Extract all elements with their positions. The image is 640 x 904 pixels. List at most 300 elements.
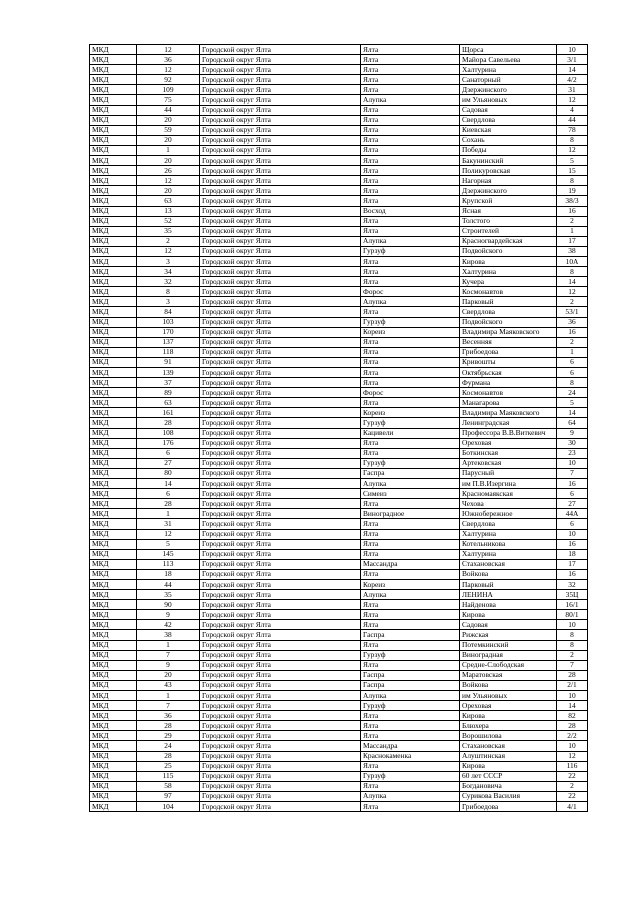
house-number-cell: 9 bbox=[557, 428, 588, 438]
house-number-cell: 10 bbox=[557, 620, 588, 630]
street-cell: Кирова bbox=[460, 256, 557, 266]
street-cell: Артековская bbox=[460, 458, 557, 468]
count-cell: 91 bbox=[137, 357, 200, 367]
count-cell: 137 bbox=[137, 337, 200, 347]
document-page bbox=[89, 44, 581, 812]
street-cell: Сохань bbox=[460, 135, 557, 145]
street-cell: Парковый bbox=[460, 579, 557, 589]
district-cell: Городской округ Ялта bbox=[200, 236, 361, 246]
count-cell: 20 bbox=[137, 156, 200, 166]
street-cell: Красномаякская bbox=[460, 489, 557, 499]
house-number-cell: 2/1 bbox=[557, 680, 588, 690]
house-number-cell: 10 bbox=[557, 45, 588, 55]
type-cell: МКД bbox=[90, 600, 137, 610]
district-cell: Городской округ Ялта bbox=[200, 388, 361, 398]
type-cell: МКД bbox=[90, 105, 137, 115]
type-cell: МКД bbox=[90, 267, 137, 277]
table-row bbox=[90, 307, 588, 317]
type-cell: МКД bbox=[90, 95, 137, 105]
district-cell: Городской округ Ялта bbox=[200, 378, 361, 388]
settlement-cell: Ялта bbox=[361, 65, 460, 75]
house-number-cell: 10А bbox=[557, 256, 588, 266]
table-row bbox=[90, 751, 588, 761]
house-number-cell: 10 bbox=[557, 691, 588, 701]
settlement-cell: Гурзуф bbox=[361, 458, 460, 468]
street-cell: Нагорная bbox=[460, 176, 557, 186]
table-row bbox=[90, 660, 588, 670]
district-cell: Городской округ Ялта bbox=[200, 569, 361, 579]
type-cell: МКД bbox=[90, 781, 137, 791]
district-cell: Городской округ Ялта bbox=[200, 267, 361, 277]
settlement-cell: Ялта bbox=[361, 731, 460, 741]
street-cell: Садовая bbox=[460, 620, 557, 630]
district-cell: Городской округ Ялта bbox=[200, 691, 361, 701]
settlement-cell: Форос bbox=[361, 388, 460, 398]
table-row bbox=[90, 448, 588, 458]
settlement-cell: Массандра bbox=[361, 741, 460, 751]
type-cell: МКД bbox=[90, 307, 137, 317]
count-cell: 3 bbox=[137, 297, 200, 307]
table-row bbox=[90, 600, 588, 610]
street-cell: Манагарова bbox=[460, 398, 557, 408]
type-cell: МКД bbox=[90, 660, 137, 670]
table-row bbox=[90, 549, 588, 559]
house-number-cell: 53/1 bbox=[557, 307, 588, 317]
street-cell: им Ульяновых bbox=[460, 95, 557, 105]
type-cell: МКД bbox=[90, 408, 137, 418]
table-row bbox=[90, 650, 588, 660]
table-row bbox=[90, 630, 588, 640]
house-number-cell: 35Ц bbox=[557, 590, 588, 600]
count-cell: 118 bbox=[137, 347, 200, 357]
house-number-cell: 3/1 bbox=[557, 55, 588, 65]
house-number-cell: 23 bbox=[557, 448, 588, 458]
street-cell: Крупской bbox=[460, 196, 557, 206]
type-cell: МКД bbox=[90, 357, 137, 367]
count-cell: 7 bbox=[137, 701, 200, 711]
table-row bbox=[90, 95, 588, 105]
district-cell: Городской округ Ялта bbox=[200, 448, 361, 458]
settlement-cell: Кацивели bbox=[361, 428, 460, 438]
settlement-cell: Ялта bbox=[361, 802, 460, 812]
district-cell: Городской округ Ялта bbox=[200, 287, 361, 297]
count-cell: 59 bbox=[137, 125, 200, 135]
settlement-cell: Ялта bbox=[361, 660, 460, 670]
house-number-cell: 12 bbox=[557, 751, 588, 761]
count-cell: 1 bbox=[137, 640, 200, 650]
count-cell: 28 bbox=[137, 499, 200, 509]
district-cell: Городской округ Ялта bbox=[200, 751, 361, 761]
count-cell: 3 bbox=[137, 256, 200, 266]
settlement-cell: Ялта bbox=[361, 277, 460, 287]
type-cell: МКД bbox=[90, 590, 137, 600]
street-cell: Свердлова bbox=[460, 307, 557, 317]
settlement-cell: Алупка bbox=[361, 297, 460, 307]
district-cell: Городской округ Ялта bbox=[200, 196, 361, 206]
street-cell: им П.В.Изергина bbox=[460, 479, 557, 489]
house-number-cell: 12 bbox=[557, 95, 588, 105]
table-row bbox=[90, 287, 588, 297]
type-cell: МКД bbox=[90, 317, 137, 327]
table-row bbox=[90, 458, 588, 468]
street-cell: Халтурина bbox=[460, 529, 557, 539]
table-row bbox=[90, 721, 588, 731]
type-cell: МКД bbox=[90, 771, 137, 781]
district-cell: Городской округ Ялта bbox=[200, 176, 361, 186]
house-number-cell: 4/2 bbox=[557, 75, 588, 85]
house-number-cell: 6 bbox=[557, 489, 588, 499]
house-number-cell: 2 bbox=[557, 781, 588, 791]
house-number-cell: 27 bbox=[557, 499, 588, 509]
table-row bbox=[90, 236, 588, 246]
count-cell: 63 bbox=[137, 398, 200, 408]
house-number-cell: 7 bbox=[557, 468, 588, 478]
street-cell: Ворошилова bbox=[460, 731, 557, 741]
type-cell: МКД bbox=[90, 368, 137, 378]
table-row bbox=[90, 206, 588, 216]
house-number-cell: 14 bbox=[557, 701, 588, 711]
street-cell: Майора Савельева bbox=[460, 55, 557, 65]
settlement-cell: Ялта bbox=[361, 267, 460, 277]
street-cell: Космонавтов bbox=[460, 388, 557, 398]
street-cell: Найденова bbox=[460, 600, 557, 610]
count-cell: 32 bbox=[137, 277, 200, 287]
type-cell: МКД bbox=[90, 731, 137, 741]
street-cell: Рижская bbox=[460, 630, 557, 640]
house-number-cell: 16 bbox=[557, 327, 588, 337]
table-row bbox=[90, 468, 588, 478]
count-cell: 12 bbox=[137, 246, 200, 256]
street-cell: Октябрьская bbox=[460, 368, 557, 378]
street-cell: Алуштинская bbox=[460, 751, 557, 761]
district-cell: Городской округ Ялта bbox=[200, 156, 361, 166]
table-row bbox=[90, 640, 588, 650]
settlement-cell: Гаспра bbox=[361, 468, 460, 478]
street-cell: Халтурина bbox=[460, 549, 557, 559]
house-number-cell: 14 bbox=[557, 408, 588, 418]
table-row bbox=[90, 569, 588, 579]
street-cell: Войкова bbox=[460, 569, 557, 579]
street-cell: Космонавтов bbox=[460, 287, 557, 297]
count-cell: 75 bbox=[137, 95, 200, 105]
district-cell: Городской округ Ялта bbox=[200, 791, 361, 801]
settlement-cell: Форос bbox=[361, 287, 460, 297]
settlement-cell: Алупка bbox=[361, 479, 460, 489]
count-cell: 9 bbox=[137, 660, 200, 670]
settlement-cell: Ялта bbox=[361, 761, 460, 771]
house-number-cell: 19 bbox=[557, 186, 588, 196]
district-cell: Городской округ Ялта bbox=[200, 337, 361, 347]
street-cell: Свердлова bbox=[460, 519, 557, 529]
type-cell: МКД bbox=[90, 246, 137, 256]
street-cell: им Ульяновых bbox=[460, 691, 557, 701]
count-cell: 43 bbox=[137, 680, 200, 690]
count-cell: 5 bbox=[137, 539, 200, 549]
type-cell: МКД bbox=[90, 85, 137, 95]
house-number-cell: 2 bbox=[557, 650, 588, 660]
house-number-cell: 6 bbox=[557, 519, 588, 529]
type-cell: МКД bbox=[90, 802, 137, 812]
type-cell: МКД bbox=[90, 539, 137, 549]
table-row bbox=[90, 479, 588, 489]
district-cell: Городской округ Ялта bbox=[200, 509, 361, 519]
house-number-cell: 78 bbox=[557, 125, 588, 135]
settlement-cell: Ялта bbox=[361, 398, 460, 408]
district-cell: Городской округ Ялта bbox=[200, 529, 361, 539]
house-number-cell: 38 bbox=[557, 246, 588, 256]
count-cell: 63 bbox=[137, 196, 200, 206]
table-row bbox=[90, 166, 588, 176]
table-row bbox=[90, 771, 588, 781]
settlement-cell: Алупка bbox=[361, 691, 460, 701]
housing-table bbox=[89, 44, 588, 812]
district-cell: Городской округ Ялта bbox=[200, 701, 361, 711]
street-cell: Маратовская bbox=[460, 670, 557, 680]
type-cell: МКД bbox=[90, 398, 137, 408]
street-cell: Бакунинский bbox=[460, 156, 557, 166]
table-row bbox=[90, 418, 588, 428]
settlement-cell: Ялта bbox=[361, 640, 460, 650]
street-cell: Ленинградская bbox=[460, 418, 557, 428]
settlement-cell: Ялта bbox=[361, 135, 460, 145]
count-cell: 20 bbox=[137, 670, 200, 680]
type-cell: МКД bbox=[90, 196, 137, 206]
table-row bbox=[90, 85, 588, 95]
settlement-cell: Восход bbox=[361, 206, 460, 216]
house-number-cell: 116 bbox=[557, 761, 588, 771]
street-cell: Блюхера bbox=[460, 721, 557, 731]
house-number-cell: 10 bbox=[557, 529, 588, 539]
street-cell: Ясная bbox=[460, 206, 557, 216]
district-cell: Городской округ Ялта bbox=[200, 802, 361, 812]
house-number-cell: 10 bbox=[557, 458, 588, 468]
table-row bbox=[90, 590, 588, 600]
table-row bbox=[90, 670, 588, 680]
type-cell: МКД bbox=[90, 55, 137, 65]
settlement-cell: Кореиз bbox=[361, 408, 460, 418]
district-cell: Городской округ Ялта bbox=[200, 55, 361, 65]
district-cell: Городской округ Ялта bbox=[200, 368, 361, 378]
district-cell: Городской округ Ялта bbox=[200, 327, 361, 337]
type-cell: МКД bbox=[90, 751, 137, 761]
count-cell: 12 bbox=[137, 45, 200, 55]
street-cell: Строителей bbox=[460, 226, 557, 236]
house-number-cell: 64 bbox=[557, 418, 588, 428]
count-cell: 113 bbox=[137, 559, 200, 569]
house-number-cell: 32 bbox=[557, 579, 588, 589]
type-cell: МКД bbox=[90, 448, 137, 458]
settlement-cell: Ялта bbox=[361, 55, 460, 65]
street-cell: Санаторный bbox=[460, 75, 557, 85]
count-cell: 20 bbox=[137, 115, 200, 125]
count-cell: 24 bbox=[137, 741, 200, 751]
settlement-cell: Алупка bbox=[361, 95, 460, 105]
count-cell: 9 bbox=[137, 610, 200, 620]
settlement-cell: Гурзуф bbox=[361, 650, 460, 660]
house-number-cell: 16 bbox=[557, 539, 588, 549]
house-number-cell: 82 bbox=[557, 711, 588, 721]
settlement-cell: Ялта bbox=[361, 45, 460, 55]
street-cell: Фурмана bbox=[460, 378, 557, 388]
type-cell: МКД bbox=[90, 176, 137, 186]
district-cell: Городской округ Ялта bbox=[200, 721, 361, 731]
settlement-cell: Гурзуф bbox=[361, 771, 460, 781]
street-cell: Весенняя bbox=[460, 337, 557, 347]
street-cell: Дзержинского bbox=[460, 186, 557, 196]
district-cell: Городской округ Ялта bbox=[200, 479, 361, 489]
settlement-cell: Ялта bbox=[361, 711, 460, 721]
settlement-cell: Гаспра bbox=[361, 630, 460, 640]
count-cell: 26 bbox=[137, 166, 200, 176]
district-cell: Городской округ Ялта bbox=[200, 559, 361, 569]
settlement-cell: Ялта bbox=[361, 176, 460, 186]
table-row bbox=[90, 388, 588, 398]
district-cell: Городской округ Ялта bbox=[200, 600, 361, 610]
table-row bbox=[90, 489, 588, 499]
street-cell: 60 лет СССР bbox=[460, 771, 557, 781]
type-cell: МКД bbox=[90, 741, 137, 751]
type-cell: МКД bbox=[90, 236, 137, 246]
type-cell: МКД bbox=[90, 186, 137, 196]
district-cell: Городской округ Ялта bbox=[200, 781, 361, 791]
street-cell: Кирова bbox=[460, 761, 557, 771]
house-number-cell: 2 bbox=[557, 337, 588, 347]
district-cell: Городской округ Ялта bbox=[200, 640, 361, 650]
street-cell: Толстого bbox=[460, 216, 557, 226]
house-number-cell: 5 bbox=[557, 156, 588, 166]
district-cell: Городской округ Ялта bbox=[200, 468, 361, 478]
settlement-cell: Алупка bbox=[361, 791, 460, 801]
type-cell: МКД bbox=[90, 226, 137, 236]
house-number-cell: 38/3 bbox=[557, 196, 588, 206]
house-number-cell: 7 bbox=[557, 660, 588, 670]
table-row bbox=[90, 277, 588, 287]
settlement-cell: Гаспра bbox=[361, 670, 460, 680]
type-cell: МКД bbox=[90, 297, 137, 307]
district-cell: Городской округ Ялта bbox=[200, 398, 361, 408]
district-cell: Городской округ Ялта bbox=[200, 418, 361, 428]
house-number-cell: 22 bbox=[557, 771, 588, 781]
house-number-cell: 15 bbox=[557, 166, 588, 176]
type-cell: МКД bbox=[90, 479, 137, 489]
settlement-cell: Ялта bbox=[361, 105, 460, 115]
settlement-cell: Гурзуф bbox=[361, 246, 460, 256]
type-cell: МКД bbox=[90, 337, 137, 347]
type-cell: МКД bbox=[90, 670, 137, 680]
count-cell: 92 bbox=[137, 75, 200, 85]
type-cell: МКД bbox=[90, 216, 137, 226]
settlement-cell: Ялта bbox=[361, 499, 460, 509]
settlement-cell: Алупка bbox=[361, 236, 460, 246]
house-number-cell: 2 bbox=[557, 216, 588, 226]
table-row bbox=[90, 559, 588, 569]
count-cell: 8 bbox=[137, 287, 200, 297]
count-cell: 2 bbox=[137, 236, 200, 246]
district-cell: Городской округ Ялта bbox=[200, 579, 361, 589]
count-cell: 35 bbox=[137, 226, 200, 236]
count-cell: 36 bbox=[137, 711, 200, 721]
count-cell: 6 bbox=[137, 489, 200, 499]
street-cell: Владимира Маяковского bbox=[460, 327, 557, 337]
table-row bbox=[90, 246, 588, 256]
table-row bbox=[90, 731, 588, 741]
street-cell: Профессора В.В.Виткевич bbox=[460, 428, 557, 438]
count-cell: 84 bbox=[137, 307, 200, 317]
settlement-cell: Массандра bbox=[361, 559, 460, 569]
settlement-cell: Гаспра bbox=[361, 680, 460, 690]
settlement-cell: Ялта bbox=[361, 569, 460, 579]
street-cell: Стахановская bbox=[460, 559, 557, 569]
count-cell: 20 bbox=[137, 186, 200, 196]
type-cell: МКД bbox=[90, 166, 137, 176]
table-row bbox=[90, 216, 588, 226]
count-cell: 12 bbox=[137, 176, 200, 186]
table-row bbox=[90, 691, 588, 701]
house-number-cell: 16 bbox=[557, 479, 588, 489]
settlement-cell: Гурзуф bbox=[361, 418, 460, 428]
count-cell: 103 bbox=[137, 317, 200, 327]
street-cell: Подвойского bbox=[460, 246, 557, 256]
district-cell: Городской округ Ялта bbox=[200, 610, 361, 620]
count-cell: 34 bbox=[137, 267, 200, 277]
house-number-cell: 8 bbox=[557, 267, 588, 277]
table-row bbox=[90, 711, 588, 721]
district-cell: Городской округ Ялта bbox=[200, 499, 361, 509]
settlement-cell: Ялта bbox=[361, 307, 460, 317]
count-cell: 170 bbox=[137, 327, 200, 337]
settlement-cell: Ялта bbox=[361, 438, 460, 448]
count-cell: 14 bbox=[137, 479, 200, 489]
house-number-cell: 80/1 bbox=[557, 610, 588, 620]
street-cell: Кучера bbox=[460, 277, 557, 287]
type-cell: МКД bbox=[90, 156, 137, 166]
count-cell: 25 bbox=[137, 761, 200, 771]
settlement-cell: Ялта bbox=[361, 529, 460, 539]
count-cell: 7 bbox=[137, 650, 200, 660]
district-cell: Городской округ Ялта bbox=[200, 65, 361, 75]
type-cell: МКД bbox=[90, 711, 137, 721]
type-cell: МКД bbox=[90, 145, 137, 155]
street-cell: Кирова bbox=[460, 610, 557, 620]
street-cell: ЛЕНИНА bbox=[460, 590, 557, 600]
table-row bbox=[90, 65, 588, 75]
settlement-cell: Ялта bbox=[361, 781, 460, 791]
type-cell: МКД bbox=[90, 569, 137, 579]
table-row bbox=[90, 347, 588, 357]
district-cell: Городской округ Ялта bbox=[200, 489, 361, 499]
settlement-cell: Ялта bbox=[361, 549, 460, 559]
district-cell: Городской округ Ялта bbox=[200, 670, 361, 680]
settlement-cell: Гурзуф bbox=[361, 317, 460, 327]
table-row bbox=[90, 701, 588, 711]
district-cell: Городской округ Ялта bbox=[200, 115, 361, 125]
district-cell: Городской округ Ялта bbox=[200, 357, 361, 367]
house-number-cell: 8 bbox=[557, 630, 588, 640]
district-cell: Городской округ Ялта bbox=[200, 347, 361, 357]
count-cell: 1 bbox=[137, 145, 200, 155]
type-cell: МКД bbox=[90, 468, 137, 478]
table-row bbox=[90, 125, 588, 135]
district-cell: Городской округ Ялта bbox=[200, 307, 361, 317]
count-cell: 139 bbox=[137, 368, 200, 378]
table-row bbox=[90, 105, 588, 115]
street-cell: Подвойского bbox=[460, 317, 557, 327]
table-row bbox=[90, 196, 588, 206]
house-number-cell: 16 bbox=[557, 206, 588, 216]
street-cell: Поликуровская bbox=[460, 166, 557, 176]
table-row bbox=[90, 620, 588, 630]
district-cell: Городской округ Ялта bbox=[200, 680, 361, 690]
